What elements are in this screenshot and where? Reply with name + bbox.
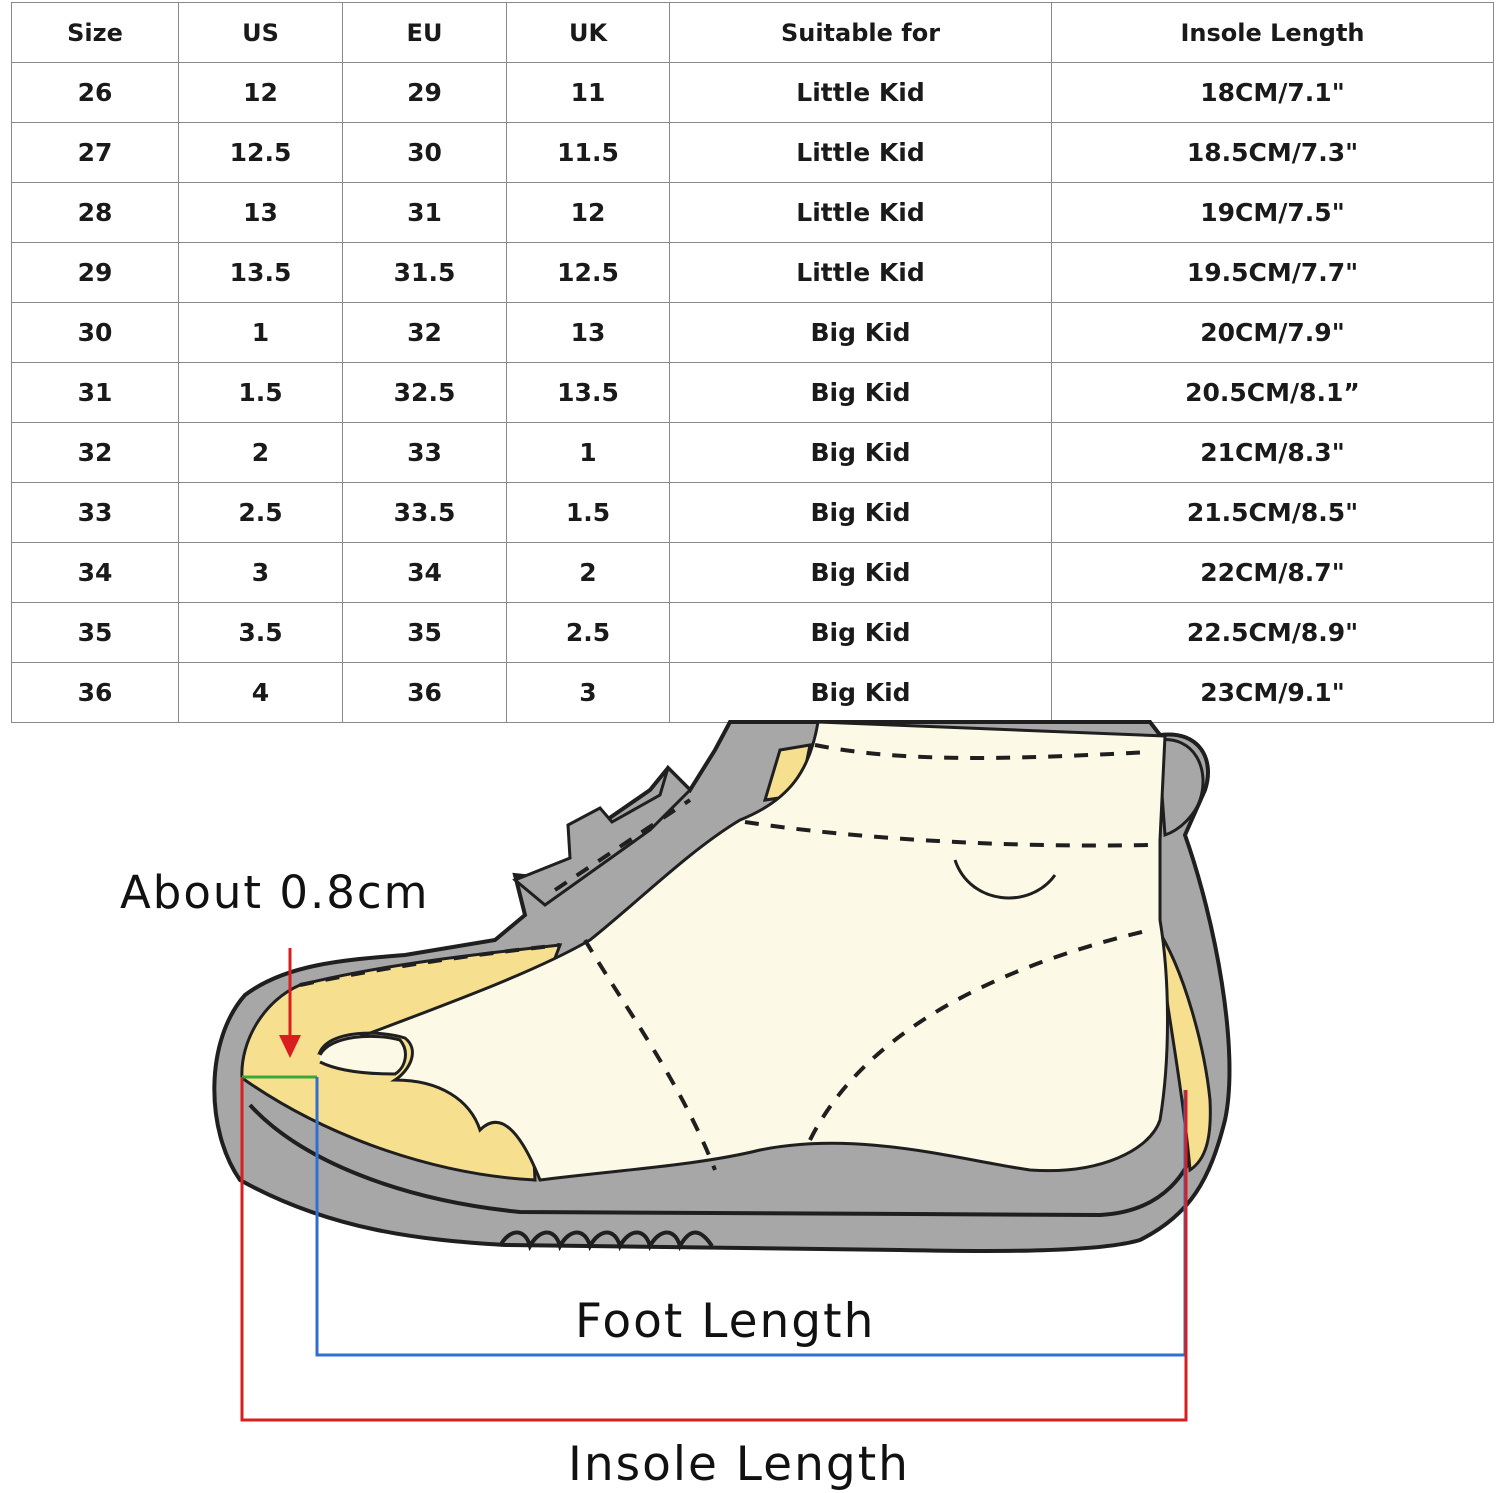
cell-suitable-for: Big Kid: [670, 483, 1052, 543]
table-header-row: [12, 3, 1494, 63]
cell-insole-length: 20CM/7.9": [1052, 303, 1494, 363]
table-row: [12, 183, 1494, 243]
cell-us: 4: [179, 663, 343, 723]
cell-suitable-for: Big Kid: [670, 603, 1052, 663]
cell-eu: 31: [343, 183, 507, 243]
cell-uk: 1.5: [507, 483, 670, 543]
table-row: [12, 303, 1494, 363]
table-row: [12, 543, 1494, 603]
cell-size: 28: [12, 183, 179, 243]
cell-insole-length: 18.5CM/7.3": [1052, 123, 1494, 183]
header-uk: UK: [507, 3, 670, 63]
cell-us: 1.5: [179, 363, 343, 423]
cell-insole-length: 20.5CM/8.1”: [1052, 363, 1494, 423]
cell-us: 1: [179, 303, 343, 363]
cell-size: 27: [12, 123, 179, 183]
cell-eu: 33: [343, 423, 507, 483]
table-row: [12, 63, 1494, 123]
table-row: [12, 423, 1494, 483]
cell-us: 3.5: [179, 603, 343, 663]
cell-insole-length: 21.5CM/8.5": [1052, 483, 1494, 543]
cell-eu: 34: [343, 543, 507, 603]
cell-eu: 36: [343, 663, 507, 723]
cell-suitable-for: Big Kid: [670, 543, 1052, 603]
cell-us: 12: [179, 63, 343, 123]
cell-insole-length: 23CM/9.1": [1052, 663, 1494, 723]
cell-uk: 1: [507, 423, 670, 483]
cell-insole-length: 21CM/8.3": [1052, 423, 1494, 483]
cell-suitable-for: Little Kid: [670, 123, 1052, 183]
cell-size: 34: [12, 543, 179, 603]
cell-suitable-for: Big Kid: [670, 303, 1052, 363]
foot-measurement-diagram: [0, 714, 1500, 1493]
cell-uk: 13: [507, 303, 670, 363]
cell-us: 2: [179, 423, 343, 483]
header-size: Size: [12, 3, 179, 63]
cell-us: 3: [179, 543, 343, 603]
cell-uk: 13.5: [507, 363, 670, 423]
cell-uk: 11: [507, 63, 670, 123]
cell-uk: 12: [507, 183, 670, 243]
cell-eu: 29: [343, 63, 507, 123]
table-row: [12, 123, 1494, 183]
table-row: [12, 243, 1494, 303]
cell-size: 30: [12, 303, 179, 363]
table-row: [12, 483, 1494, 543]
cell-us: 12.5: [179, 123, 343, 183]
cell-us: 13.5: [179, 243, 343, 303]
cell-suitable-for: Big Kid: [670, 363, 1052, 423]
table-row: [12, 363, 1494, 423]
cell-suitable-for: Little Kid: [670, 183, 1052, 243]
cell-eu: 33.5: [343, 483, 507, 543]
cell-suitable-for: Big Kid: [670, 663, 1052, 723]
cell-eu: 32.5: [343, 363, 507, 423]
toe-gap-label: About 0.8cm: [120, 866, 430, 919]
cell-size: 35: [12, 603, 179, 663]
foot-length-label: Foot Length: [575, 1294, 876, 1349]
cell-size: 32: [12, 423, 179, 483]
cell-size: 26: [12, 63, 179, 123]
insole-length-label: Insole Length: [568, 1437, 910, 1492]
cell-us: 2.5: [179, 483, 343, 543]
header-us: US: [179, 3, 343, 63]
cell-insole-length: 19CM/7.5": [1052, 183, 1494, 243]
cell-eu: 31.5: [343, 243, 507, 303]
cell-uk: 12.5: [507, 243, 670, 303]
cell-us: 13: [179, 183, 343, 243]
cell-size: 33: [12, 483, 179, 543]
big-toe: [320, 1036, 405, 1074]
cell-suitable-for: Big Kid: [670, 423, 1052, 483]
cell-size: 29: [12, 243, 179, 303]
header-eu: EU: [343, 3, 507, 63]
cell-insole-length: 19.5CM/7.7": [1052, 243, 1494, 303]
cell-uk: 3: [507, 663, 670, 723]
cell-insole-length: 18CM/7.1": [1052, 63, 1494, 123]
cell-suitable-for: Little Kid: [670, 63, 1052, 123]
size-chart-table: [11, 2, 1494, 723]
cell-uk: 2.5: [507, 603, 670, 663]
header-suitable-for: Suitable for: [670, 3, 1052, 63]
cell-size: 31: [12, 363, 179, 423]
shoe-illustration: [214, 722, 1229, 1251]
cell-eu: 32: [343, 303, 507, 363]
cell-eu: 30: [343, 123, 507, 183]
cell-suitable-for: Little Kid: [670, 243, 1052, 303]
cell-insole-length: 22CM/8.7": [1052, 543, 1494, 603]
cell-eu: 35: [343, 603, 507, 663]
cell-uk: 11.5: [507, 123, 670, 183]
header-insole-length: Insole Length: [1052, 3, 1494, 63]
cell-uk: 2: [507, 543, 670, 603]
table-row: [12, 603, 1494, 663]
cell-insole-length: 22.5CM/8.9": [1052, 603, 1494, 663]
cell-size: 36: [12, 663, 179, 723]
